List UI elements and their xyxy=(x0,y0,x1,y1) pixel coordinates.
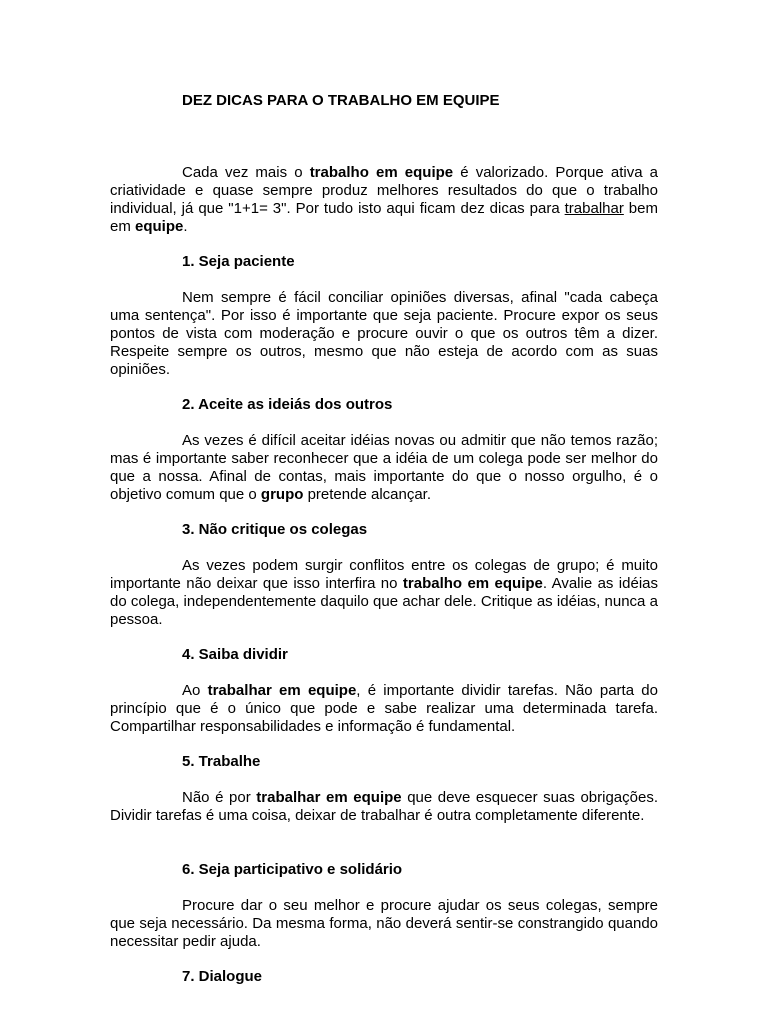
tip-2-text-2: pretende alcançar. xyxy=(303,486,432,503)
tip-6-paragraph: Procure dar o seu melhor e procure ajudar os seus colegas, sempre que seja necessário. Da mesma forma, não deverá sentir-se constrangido quando necessitar pedir ajuda. xyxy=(110,897,658,950)
tip-2-bold: grupo xyxy=(260,486,304,503)
tip-5-paragraph xyxy=(110,789,658,825)
tip-2-text-1: As vezes é difícil aceitar idéias novas ou admitir que não temos razão; mas é importante saber reconhecer que a idéia de um colega pode ser melhor do que a nossa. Afinal de contas, mais importante do que o nosso orgulho, é o objetivo comum que o xyxy=(110,432,658,503)
tip-7-heading: 7. Dialogue xyxy=(182,968,263,985)
tip-5-text-1: Não é por xyxy=(182,789,257,806)
tip-4-bold: trabalhar em equipe xyxy=(207,682,357,699)
document-title: DEZ DICAS PARA O TRABALHO EM EQUIPE xyxy=(182,92,500,109)
tip-4-text-1: Ao xyxy=(182,682,208,699)
intro-bold-1: trabalho em equipe xyxy=(309,164,454,181)
tip-3-heading: 3. Não critique os colegas xyxy=(182,521,368,538)
tip-6-heading: 6. Seja participativo e solidário xyxy=(182,861,403,878)
tip-4-text-2: , é importante dividir tarefas. Não parta do princípio que é o único que pode e sabe realizar uma determinada tarefa. Compartilhar responsabilidades e informação é fundamental. xyxy=(110,682,658,735)
tip-1-paragraph: Nem sempre é fácil conciliar opiniões diversas, afinal "cada cabeça uma sentença". Por isso é importante que seja paciente. Procure expor os seus pontos de vista com moderação e procure ouvir o que os outros têm a dizer. Respeite sempre os outros, mesmo que não esteja de acordo com as suas opiniões. xyxy=(110,289,658,378)
tip-3-bold: trabalho em equipe xyxy=(402,575,543,592)
tip-3-text-2: . Avalie as idéias do colega, independentemente daquilo que achar dele. Critique as idéias, nunca a pessoa. xyxy=(110,575,659,628)
intro-text-4: . xyxy=(183,218,188,235)
intro-text-3: bem em xyxy=(110,200,658,235)
intro-underlined-word: trabalhar xyxy=(564,200,624,217)
intro-bold-2: equipe xyxy=(135,218,184,235)
tip-2-heading: 2. Aceite as ideiás dos outros xyxy=(182,396,393,413)
tip-1-heading: 1. Seja paciente xyxy=(182,253,295,270)
intro-text-1: Cada vez mais o xyxy=(182,164,310,181)
tip-4-heading: 4. Saiba dividir xyxy=(182,646,288,663)
intro-paragraph xyxy=(110,164,658,236)
tip-5-text-2: que deve esquecer suas obrigações. Dividir tarefas é uma coisa, deixar de trabalhar é outra completamente diferente. xyxy=(110,789,658,824)
tip-4-paragraph xyxy=(110,682,658,736)
tip-3-text-1: As vezes podem surgir conflitos entre os colegas de grupo; é muito importante não deixar que isso interfira no xyxy=(110,557,658,592)
tip-5-heading: 5. Trabalhe xyxy=(182,753,261,770)
tip-2-paragraph xyxy=(110,432,658,504)
intro-text-2: é valorizado. Porque ativa a criatividade e quase sempre produz melhores resultados do que o trabalho individual, já que "1+1= 3". Por tudo isto aqui ficam dez dicas para xyxy=(110,164,658,217)
tip-5-bold: trabalhar em equipe xyxy=(256,789,402,806)
tip-3-paragraph xyxy=(110,557,658,629)
